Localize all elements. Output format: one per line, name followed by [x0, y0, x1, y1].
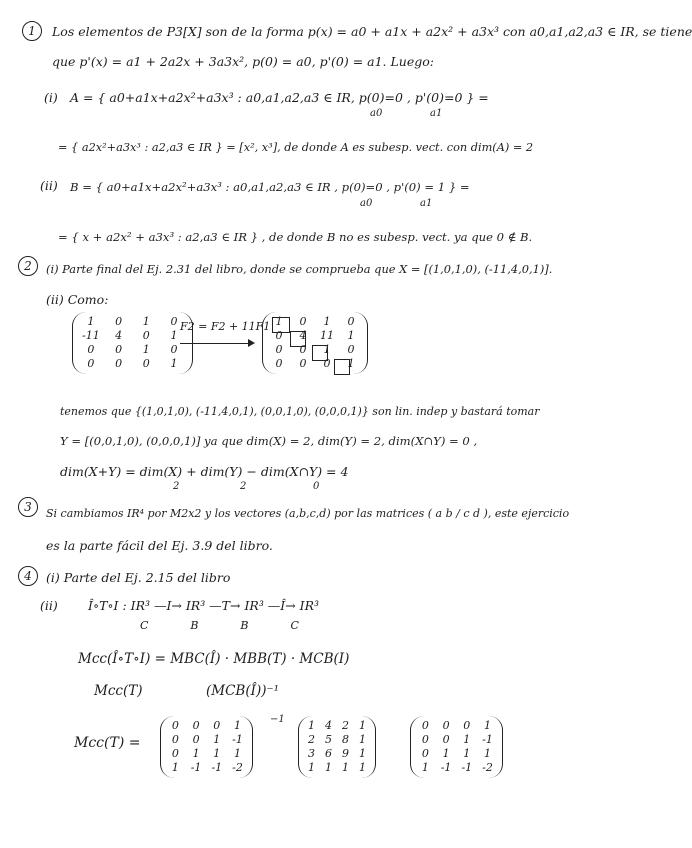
ex4-matrix-2-cell: 1: [342, 761, 349, 774]
ex2-matrix-reduced-cell: 0: [275, 357, 283, 370]
ex4-matrix-3-cell: 0: [421, 719, 429, 732]
ex2-matrix-reduced-cell: 1: [275, 315, 283, 328]
ex2-matrix-reduced-cell: 0: [275, 343, 283, 356]
ex2-matrix-original-cell: 0: [115, 357, 123, 370]
ex2-pivot-box-1: [272, 317, 290, 333]
ex3-line-1: Si cambiamos IR⁴ por M2x2 y los vectores (a,b,c,d) por las matrices ( a b / c d ), este ejercicio: [46, 507, 570, 520]
ex1-line-1: Los elementos de P3[X] son de la forma p(x) = a0 + a1x + a2x² + a3x³ con a0,a1,a2,a3 ∈ IR, se tiene: [52, 24, 692, 39]
ex4-matrix-3-cell: 1: [442, 747, 450, 760]
ex2-matrix-original-cell: 0: [115, 315, 123, 328]
ex4-matrix-2-cell: 1: [325, 761, 332, 774]
ex4-matrix-1-cell: 0: [171, 733, 179, 746]
ex1-line-6: = { x + a2x² + a3x³ : a2,a3 ∈ IR } , de donde B no es subesp. vect. ya que 0 ∉ B.: [58, 230, 533, 244]
ex4-composition: Î∘T∘I : IR³ —I→ IR³ —T→ IR³ —Î→ IR³: [88, 598, 320, 613]
ex2-matrix-reduced-cell: 0: [347, 343, 355, 356]
ex4-matrix-1-cell: 1: [234, 747, 242, 760]
ex2-matrix-reduced-cell: 11: [320, 329, 334, 342]
ex2-matrix-original-cell: 0: [115, 343, 123, 356]
ex4-ii-label: (ii): [40, 598, 58, 613]
ex2-arrow-head-icon: [248, 339, 255, 347]
ex4-matrix-2-cell: 3: [308, 747, 315, 760]
ex4-inverse-exponent: −1: [270, 714, 285, 725]
ex2-matrix-reduced-cell: 0: [347, 315, 355, 328]
ex2-row-operation: F2 = F2 + 11F1: [180, 320, 271, 333]
ex4-matrix-2-cell: 1: [359, 733, 366, 746]
ex4-matrix-3-cell: 0: [421, 747, 429, 760]
ex4-matrix-3-cell: -1: [440, 761, 452, 774]
ex2-matrix-reduced-cell: 0: [323, 357, 331, 370]
ex2-matrix-original: [72, 312, 193, 374]
ex4-matrix-2-cell: 1: [359, 747, 366, 760]
ex4-matrix-3-cell: 1: [421, 761, 429, 774]
ex2-matrix-reduced-cell: 0: [299, 315, 307, 328]
ex4-matrix-3-cell: 1: [484, 747, 492, 760]
ex2-matrix-original-cell: 4: [115, 329, 123, 342]
ex4-matrix-3-cell: 0: [421, 733, 429, 746]
ex4-matrix-3-cell: 0: [442, 733, 450, 746]
ex4-matrix-1-cell: 1: [192, 747, 200, 760]
ex2-line-5: dim(X+Y) = dim(X) + dim(Y) − dim(X∩Y) = 4: [60, 464, 349, 479]
ex2-pivot-box-2: [290, 331, 306, 347]
ex4-matrix-3-cell: -1: [461, 761, 473, 774]
ex1-line-5-under-a0: a0: [360, 198, 373, 209]
ex2-matrix-original-cell: 0: [87, 357, 95, 370]
ex2-arrow-line: [180, 343, 250, 344]
ex4-matrix-1-cell: 0: [213, 719, 221, 732]
ex4-line-4: Mcc(T) =: [74, 735, 141, 751]
ex4-line-1: (i) Parte del Ej. 2.15 del libro: [46, 570, 231, 585]
ex2-dim-intersection-value: 0: [313, 481, 320, 492]
ex4-matrix-2: [298, 716, 376, 778]
ex4-matrix-1-cell: 1: [234, 719, 242, 732]
ex4-matrix-2-cell: 2: [342, 719, 349, 732]
ex2-matrix-original-cell: 1: [170, 357, 178, 370]
ex4-matrix-1-cell: -2: [232, 761, 243, 774]
ex4-matrix-3-cell: 1: [484, 719, 492, 732]
ex4-bases: C B B C: [140, 619, 299, 632]
exercise-1-number: 1: [22, 21, 42, 41]
ex4-matrix-1-cell: 1: [213, 733, 221, 746]
exercise-2-number: 2: [18, 256, 38, 276]
ex1-line-4: = { a2x²+a3x³ : a2,a3 ∈ IR } = [x², x³], de donde A es subesp. vect. con dim(A) = 2: [58, 141, 534, 154]
ex2-matrix-original-cell: 0: [142, 329, 150, 342]
ex4-matrix-3-cell: -1: [482, 733, 493, 746]
ex2-matrix-reduced-cell: 1: [323, 315, 331, 328]
ex2-matrix-original-cell: -11: [82, 329, 100, 342]
ex2-matrix-reduced-cell: 1: [347, 329, 355, 342]
ex4-matrix-1-cell: 0: [192, 733, 200, 746]
ex4-matrix-1-cell: 1: [213, 747, 221, 760]
ex4-matrix-3-cell: 1: [463, 733, 471, 746]
ex4-matrix-2-cell: 6: [325, 747, 332, 760]
ex4-matrix-3-cell: -2: [482, 761, 493, 774]
ex4-matrix-2-cell: 1: [308, 719, 315, 732]
ex1-ii-label: (ii): [40, 178, 58, 193]
ex4-matrix-2-cell: 1: [308, 761, 315, 774]
ex2-matrix-original-cell: 0: [142, 357, 150, 370]
ex4-matrix-1-cell: 0: [171, 719, 179, 732]
ex1-line-2: que p'(x) = a1 + 2a2x + 3a3x², p(0) = a0, p'(0) = a1. Luego:: [52, 54, 434, 69]
ex1-line-3-under-a0: a0: [370, 108, 383, 119]
ex2-pivot-box-3: [312, 345, 328, 361]
ex1-line-5-under-a1: a1: [420, 198, 433, 209]
ex4-line-2: Mcc(Î∘T∘I) = MBC(Î) · MBB(T) · MCB(I): [78, 651, 350, 667]
ex2-matrix-reduced-cell: 0: [299, 343, 307, 356]
ex4-matrix-2-cell: 4: [325, 719, 332, 732]
ex2-dim-y-value: 2: [240, 481, 247, 492]
ex2-matrix-original-cell: 0: [87, 343, 95, 356]
ex2-matrix-original-cell: 0: [170, 315, 178, 328]
ex2-matrix-reduced-cell: 1: [347, 357, 355, 370]
ex2-matrix-original-cell: 0: [170, 343, 178, 356]
ex4-matrix-1-cell: 0: [192, 719, 200, 732]
ex2-line-2: (ii) Como:: [46, 292, 109, 307]
ex4-matrix-2-cell: 5: [325, 733, 332, 746]
ex4-matrix-1-cell: -1: [211, 761, 223, 774]
exercise-4-number: 4: [18, 566, 38, 586]
ex4-matrix-2-cell: 2: [308, 733, 315, 746]
ex4-matrix-1-cell: 0: [171, 747, 179, 760]
ex4-matrix-1: [160, 716, 253, 778]
ex2-matrix-original-cell: 1: [142, 343, 150, 356]
ex1-line-3: A = { a0+a1x+a2x²+a3x³ : a0,a1,a2,a3 ∈ IR, p(0)=0 , p'(0)=0 } =: [70, 90, 489, 105]
ex4-matrix-2-cell: 1: [359, 719, 366, 732]
ex2-matrix-reduced-cell: 1: [323, 343, 331, 356]
ex3-line-2: es la parte fácil del Ej. 3.9 del libro.: [46, 538, 273, 553]
ex2-matrix-reduced-cell: 0: [299, 357, 307, 370]
ex1-i-label: (i): [44, 90, 58, 105]
ex4-matrix-2-cell: 9: [342, 747, 349, 760]
ex4-matrix-2-cell: 1: [359, 761, 366, 774]
ex4-line-3a: Mcc(T): [94, 683, 143, 699]
ex4-matrix-2-cell: 8: [342, 733, 349, 746]
ex1-line-3-under-a1: a1: [430, 108, 443, 119]
ex2-matrix-original-cell: 1: [142, 315, 150, 328]
ex2-line-4: Y = [(0,0,1,0), (0,0,0,1)] ya que dim(X) = 2, dim(Y) = 2, dim(X∩Y) = 0 ,: [60, 434, 478, 448]
ex2-line-3: tenemos que {(1,0,1,0), (-11,4,0,1), (0,0,1,0), (0,0,0,1)} son lin. indep y bastará tomar: [60, 405, 540, 418]
ex2-matrix-original-cell: 1: [87, 315, 95, 328]
ex2-matrix-original-cell: 1: [170, 329, 178, 342]
ex2-matrix-reduced-cell: 4: [299, 329, 307, 342]
ex4-matrix-3-cell: 0: [463, 719, 471, 732]
ex4-matrix-3-cell: 0: [442, 719, 450, 732]
ex4-line-3b: (MCB(Î))⁻¹: [206, 683, 280, 699]
ex4-matrix-3: [410, 716, 503, 778]
exercise-3-number: 3: [18, 497, 38, 517]
ex4-matrix-1-cell: 1: [171, 761, 179, 774]
ex4-matrix-1-cell: -1: [190, 761, 202, 774]
ex2-pivot-box-4: [334, 359, 350, 375]
ex2-line-1: (i) Parte final del Ej. 2.31 del libro, donde se comprueba que X = [(1,0,1,0), (-11,4,0,1)].: [46, 262, 553, 276]
ex1-line-5: B = { a0+a1x+a2x²+a3x³ : a0,a1,a2,a3 ∈ IR , p(0)=0 , p'(0) = 1 } =: [70, 180, 470, 194]
ex4-matrix-3-cell: 1: [463, 747, 471, 760]
ex4-matrix-1-cell: -1: [232, 733, 243, 746]
ex2-dim-x-value: 2: [173, 481, 180, 492]
ex2-matrix-reduced-cell: 0: [275, 329, 283, 342]
